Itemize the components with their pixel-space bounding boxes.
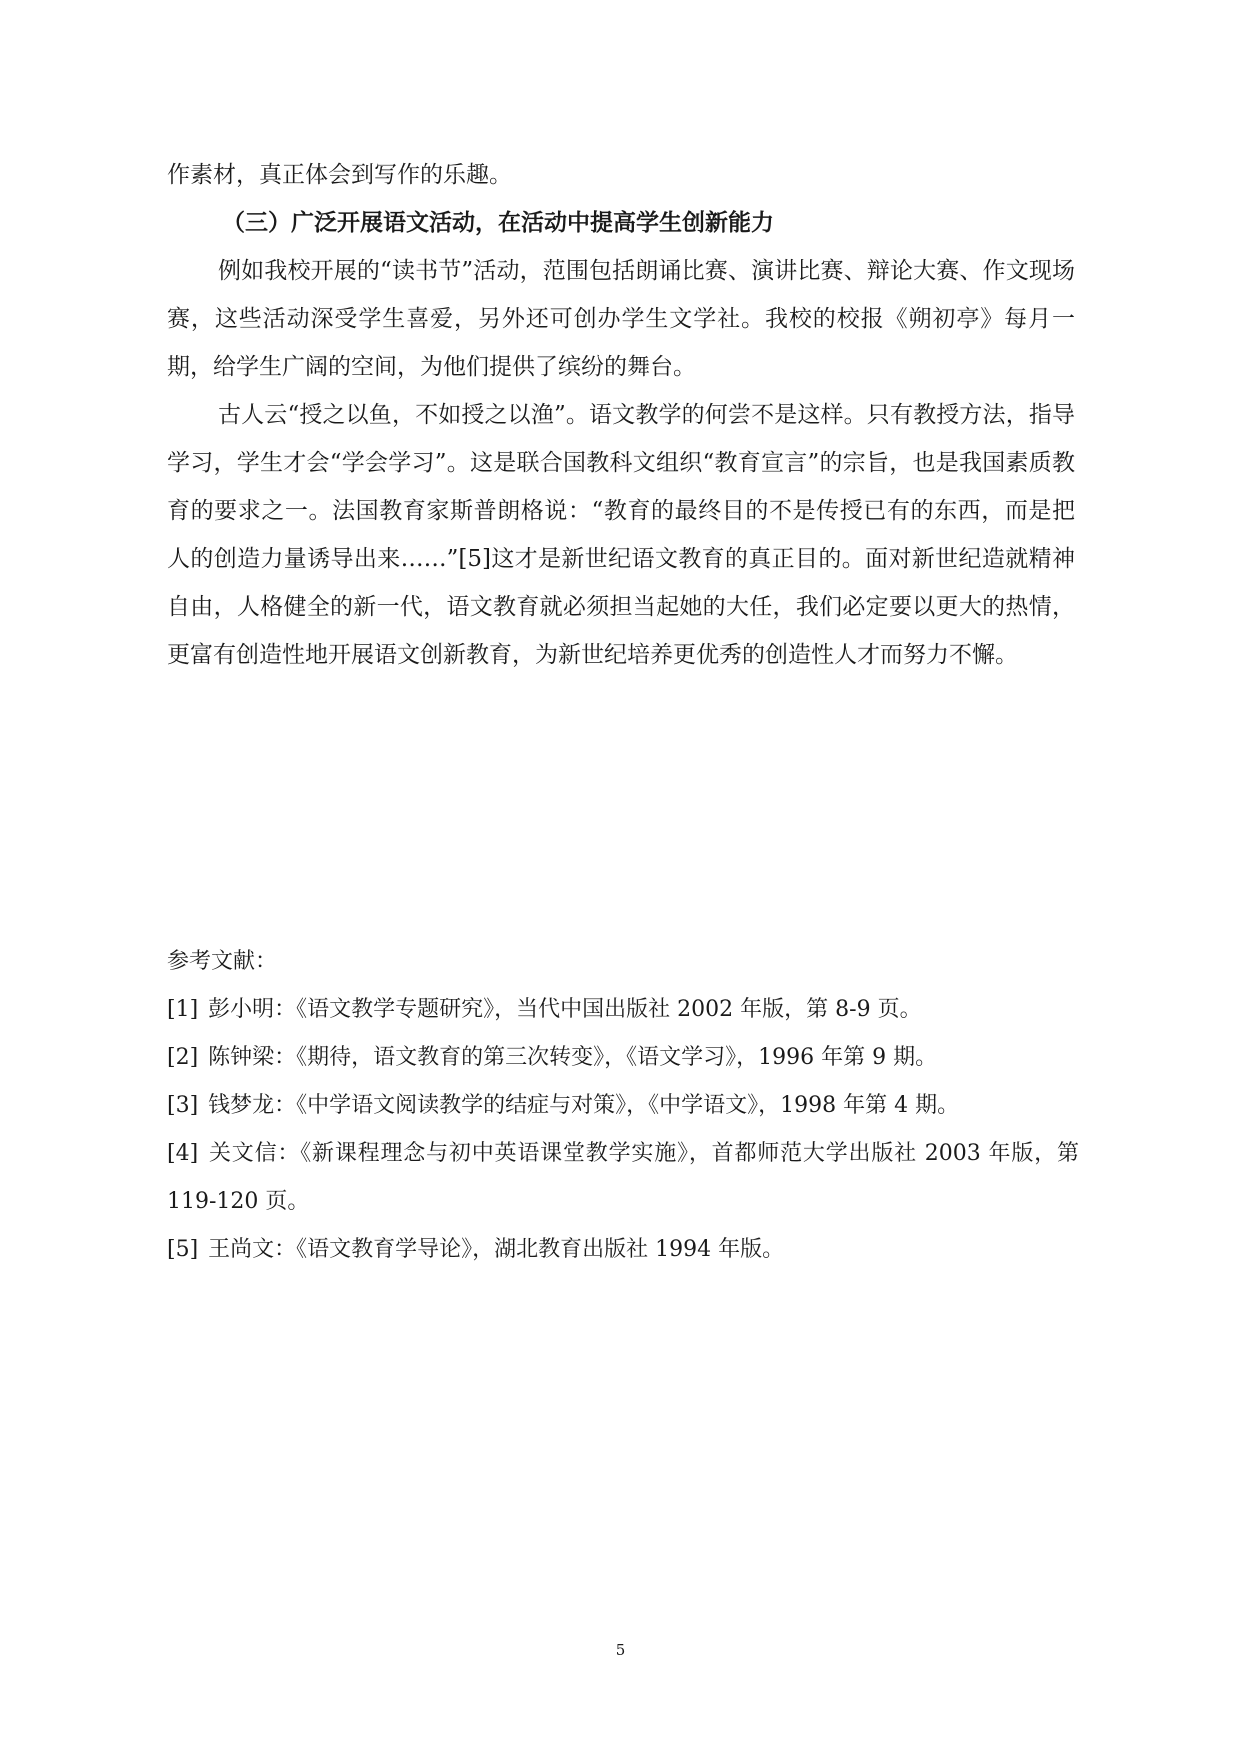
reference-number: [4] xyxy=(167,1141,199,1166)
reference-item xyxy=(167,1226,1079,1274)
references-title: 参考文献： xyxy=(167,949,278,974)
reference-number: [3] xyxy=(167,1093,199,1118)
reference-text: 王尚文：《语文教育学导论》，湖北教育出版社 1994 年版。 xyxy=(208,1237,785,1262)
reference-item xyxy=(167,986,1079,1034)
paragraph-reading-festival: 例如我校开展的“读书节”活动，范围包括朗诵比赛、演讲比赛、辩论大赛、作文现场赛，这些活动深受学生喜爱，另外还可创办学生文学社。我校的校报《朔初亭》每月一期，给学生广阔的空间，为他们提供了缤纷的舞台。 xyxy=(167,258,1075,380)
reference-item xyxy=(167,1034,1079,1082)
reference-text: 彭小明：《语文教学专题研究》，当代中国出版社 2002 年版，第 8-9 页。 xyxy=(208,997,922,1022)
reference-item xyxy=(167,1082,1079,1130)
reference-item xyxy=(167,1130,1079,1226)
reference-text: 钱梦龙：《中学语文阅读教学的结症与对策》，《中学语文》，1998 年第 4 期。 xyxy=(208,1093,960,1118)
page-number: 5 xyxy=(615,1641,626,1659)
reference-text: 关文信：《新课程理念与初中英语课堂教学实施》，首都师范大学出版社 2003 年版，第 119-120 页。 xyxy=(167,1141,1079,1214)
reference-text: 陈钟梁：《期待，语文教育的第三次转变》，《语文学习》，1996 年第 9 期。 xyxy=(208,1045,938,1070)
reference-number: [1] xyxy=(167,997,199,1022)
references-list xyxy=(167,986,1079,1274)
section-heading: （三）广泛开展语文活动，在活动中提高学生创新能力 xyxy=(222,210,774,236)
reference-number: [5] xyxy=(167,1237,199,1262)
paragraph-continuation: 作素材，真正体会到写作的乐趣。 xyxy=(167,162,512,188)
reference-number: [2] xyxy=(167,1045,199,1070)
paragraph-conclusion: 古人云“授之以鱼，不如授之以渔”。语文教学的何尝不是这样。只有教授方法，指导学习，学生才会“学会学习”。这是联合国教科文组织“教育宣言”的宗旨，也是我国素质教育的要求之一。法国教育家斯普朗格说：“教育的最终目的不是传授已有的东西，而是把人的创造力量诱导出来……”[5]这才是新世纪语文教育的真正目的。面对新世纪造就精神自由，人格健全的新一代，语文教育就必须担当起她的大任，我们必定要以更大的热情，更富有创造性地开展语文创新教育，为新世纪培养更优秀的创造性人才而努力不懈。 xyxy=(167,402,1075,668)
